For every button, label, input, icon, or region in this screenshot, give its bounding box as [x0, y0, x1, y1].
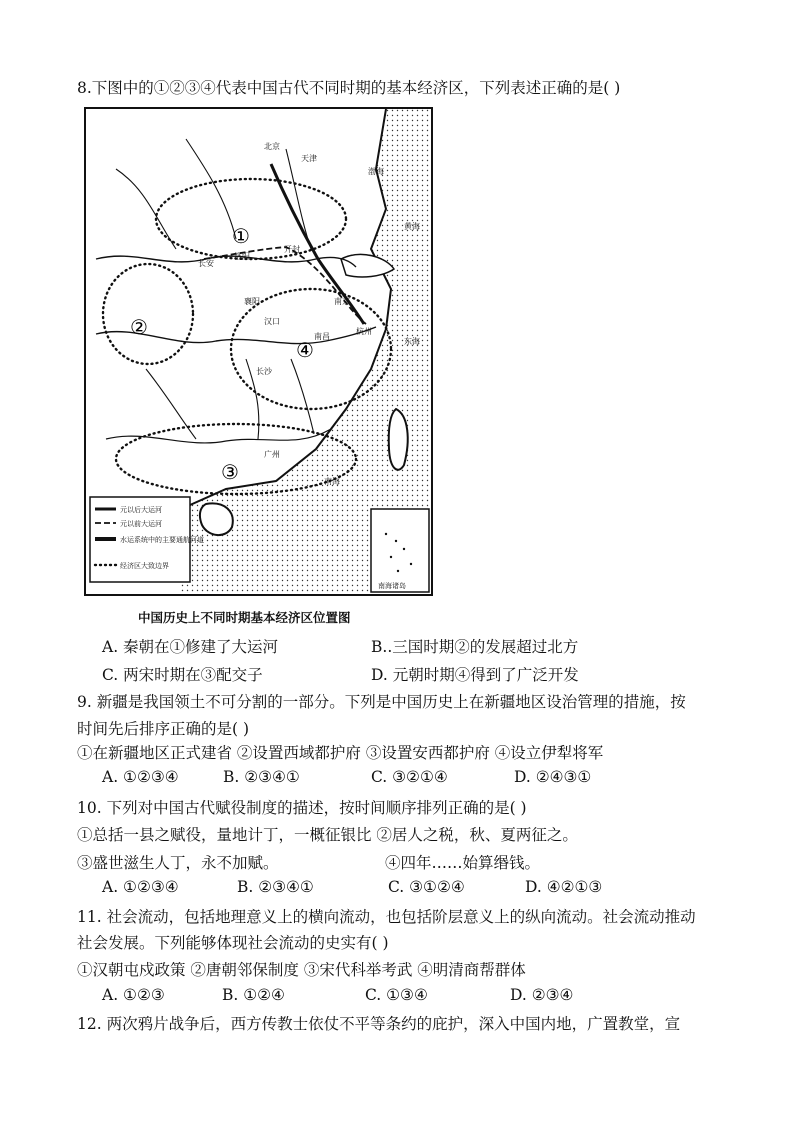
place-changsha: 长沙: [256, 367, 272, 376]
legend-after-yuan: 元以后大运河: [120, 506, 162, 514]
q9-items: ①在新疆地区正式建省 ②设置西域都护府 ③设置安西都护府 ④设立伊犁将军: [77, 744, 604, 762]
place-beijing: 北京: [264, 142, 280, 151]
q12-stem-line1: 12. 两次鸦片战争后，西方传教士依仗不平等条约的庇护，深入中国内地，广置教堂，宣: [77, 1015, 681, 1033]
place-bohai: 渤海: [368, 167, 384, 176]
q8-option-a[interactable]: A. 秦朝在①修建了大运河: [102, 638, 279, 656]
inset-label: 南海诸岛: [378, 582, 406, 590]
q10-option-c[interactable]: C. ③①②④: [388, 878, 465, 896]
q9-option-b[interactable]: B. ②③④①: [223, 768, 300, 786]
place-hankou: 汉口: [264, 317, 280, 326]
q9-option-a[interactable]: A. ①②③④: [102, 768, 179, 786]
place-nanhai: 南海: [324, 477, 340, 486]
map-caption: 中国历史上不同时期基本经济区位置图: [138, 610, 351, 625]
region-3-label: ③: [221, 460, 239, 484]
region-1-label: ①: [232, 224, 250, 248]
place-nanjing: 南京: [334, 297, 350, 306]
place-tianjin: 天津: [301, 154, 317, 163]
q9-stem-line2: 时间先后排序正确的是( ): [77, 720, 250, 738]
place-changan: 长安: [198, 259, 214, 268]
q11-option-c[interactable]: C. ①③④: [365, 986, 428, 1004]
place-guangzhou: 广州: [264, 450, 280, 459]
q11-option-d[interactable]: D. ②③④: [510, 986, 574, 1004]
q8-option-d[interactable]: D. 元朝时期④得到了广泛开发: [371, 666, 579, 684]
legend-waterway: 水运系统中的主要通航河道: [120, 536, 204, 544]
q10-item-3: ③盛世滋生人丁，永不加赋。: [77, 854, 279, 872]
q10-stem: 10. 下列对中国古代赋役制度的描述，按时间顺序排列正确的是( ): [77, 799, 527, 817]
region-2-label: ②: [130, 315, 148, 339]
q9-option-c[interactable]: C. ③②①④: [371, 768, 448, 786]
q10-option-d[interactable]: D. ④②①③: [525, 878, 603, 896]
place-nanchang: 南昌: [314, 332, 330, 341]
place-huanghai: 黄海: [404, 222, 420, 231]
legend-before-yuan: 元以前大运河: [120, 520, 162, 528]
place-luoyang: 洛阳: [234, 252, 250, 261]
region-4-label: ④: [296, 338, 314, 362]
q9-stem-line1: 9. 新疆是我国领土不可分割的一部分。下列是中国历史上在新疆地区设治管理的措施，按: [77, 693, 686, 711]
q8-option-b[interactable]: B..三国时期②的发展超过北方: [371, 638, 579, 656]
q11-items: ①汉朝屯戍政策 ②唐朝邻保制度 ③宋代科举考武 ④明清商帮群体: [77, 961, 526, 979]
q11-option-b[interactable]: B. ①②④: [222, 986, 285, 1004]
q11-stem-line2: 社会发展。下列能够体现社会流动的史实有( ): [77, 934, 389, 952]
q10-item-4: ④四年……始算缗钱。: [385, 854, 541, 872]
place-donghai: 东海: [404, 337, 420, 346]
q8-stem: 8.下图中的①②③④代表中国古代不同时期的基本经济区，下列表述正确的是( ): [77, 79, 621, 97]
q11-stem-line1: 11. 社会流动，包括地理意义上的横向流动，也包括阶层意义上的纵向流动。社会流动推动: [77, 908, 696, 926]
place-hangzhou: 杭州: [356, 327, 372, 336]
q8-option-c[interactable]: C. 两宋时期在③配交子: [102, 666, 263, 684]
q9-option-d[interactable]: D. ②④③①: [514, 768, 592, 786]
q11-option-a[interactable]: A. ①②③: [102, 986, 165, 1004]
q10-items-line1: ①总括一县之赋役，量地计丁，一概征银比 ②居人之税，秋、夏两征之。: [77, 826, 578, 844]
legend-boundary: 经济区大致边界: [120, 562, 169, 570]
economic-region-map: [84, 107, 433, 596]
place-kaifeng: 开封: [284, 245, 300, 254]
q10-option-a[interactable]: A. ①②③④: [102, 878, 179, 896]
place-xiangyang: 襄阳: [244, 297, 260, 306]
map-illustration: [86, 109, 431, 594]
q10-option-b[interactable]: B. ②③④①: [237, 878, 314, 896]
